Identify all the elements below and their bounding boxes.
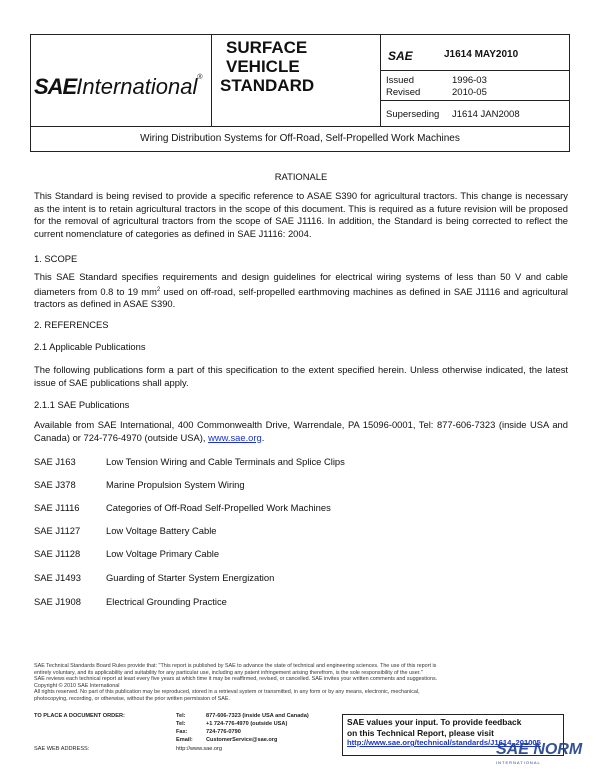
issued-label: Issued: [386, 75, 414, 86]
footer-line: SAE Technical Standards Board Rules provide that: "This report is published by SAE to advance the state of technical and engineering sciences. The use of this report is: [34, 663, 437, 669]
superseding-value: J1614 JAN2008: [452, 109, 520, 120]
publication-title: Marine Propulsion System Wiring: [106, 479, 245, 490]
header-rule-2: [380, 100, 570, 101]
availability-text: [34, 419, 568, 444]
publication-code: SAE J1116: [34, 502, 80, 513]
document-type: [220, 38, 314, 95]
feedback-link[interactable]: http://www.sae.org/technical/standards/J1614_201005: [347, 738, 541, 747]
footer-line: entirely voluntary, and its applicability and suitability for any particular use, including any patent infringement arising therefrom, is the sole responsibility of the user.": [34, 669, 423, 676]
applicable-publications-heading: 2.1 Applicable Publications: [34, 341, 146, 352]
publication-code: SAE J163: [34, 456, 76, 467]
logo-international-text: International: [76, 74, 198, 99]
header-divider-left: [211, 34, 212, 126]
publication-code: SAE J1128: [34, 548, 81, 559]
publication-title: Low Tension Wiring and Cable Terminals and Splice Clips: [106, 456, 345, 467]
references-heading: 2. REFERENCES: [34, 319, 109, 330]
footer-line: photocopying, recording, or otherwise, without the prior written permission of SAE.: [34, 695, 230, 702]
sae-website-link[interactable]: www.sae.org: [208, 431, 262, 443]
rationale-text: This Standard is being revised to provide a specific reference to ASAE S390 for agricultural tractors. This change is necessary as the intent is to retain agricultural tractors in the scope of this document. This is required as a future revision will be proposed for the removal of agricultural tractors from the scope of SAE J1116. In addition, the Standard is being corrected to reflect the current nomenclature of categories as defined in SAE J1116: 2004.: [34, 190, 568, 239]
watermark-subtext: INTERNATIONAL: [496, 760, 541, 765]
email-label: Email:: [176, 737, 193, 743]
fax-value: 724-776-0790: [206, 729, 241, 735]
order-label: TO PLACE A DOCUMENT ORDER:: [34, 713, 125, 719]
web-label: SAE WEB ADDRESS:: [34, 746, 90, 752]
feedback-line2: on this Technical Report, please visit: [347, 727, 494, 738]
publication-code: SAE J1493: [34, 572, 81, 583]
superseding-label: Superseding: [386, 109, 440, 120]
trademark-mark: ®: [197, 74, 203, 81]
sae-publications-heading: 2.1.1 SAE Publications: [34, 399, 130, 410]
revised-label: Revised: [386, 87, 421, 98]
footer-line: Copyright © 2010 SAE International: [34, 682, 120, 689]
scope-text-part2: used on off-road, self-propelled earthmoving machines as defined in SAE J1116 and agricultural tractors as defined in ASAE S390.: [34, 285, 568, 310]
rationale-heading: RATIONALE: [274, 171, 328, 182]
email-value[interactable]: CustomerService@sae.org: [206, 737, 278, 743]
publication-title: Low Voltage Battery Cable: [106, 525, 217, 536]
sae-mark: SAE: [388, 49, 413, 63]
publication-title: Categories of Off-Road Self-Propelled Work Machines: [106, 502, 331, 513]
publication-code: SAE J1127: [34, 525, 81, 536]
footer-line: All rights reserved. No part of this publication may be reproduced, stored in a retrieval system or transmitted, in any form or by any means, electronic, mechanical,: [34, 689, 420, 696]
logo-sae-text: SAE: [34, 74, 77, 99]
doc-type-line1: SURFACE: [226, 38, 308, 57]
revised-value: 2010-05: [452, 87, 487, 98]
scope-text: [34, 271, 568, 311]
doc-type-line2: VEHICLE: [226, 57, 300, 76]
issued-value: 1996-03: [452, 75, 487, 86]
footer-legal: [34, 663, 574, 703]
publication-title: Electrical Grounding Practice: [106, 596, 227, 607]
tel2-label: Tel:: [176, 721, 186, 727]
header-divider-right: [380, 34, 381, 126]
tel-value: 877-606-7323 (inside USA and Canada): [206, 713, 309, 719]
publication-code: SAE J378: [34, 479, 76, 490]
footer-line: SAE reviews each technical report at least every five years at which time it may be reaffirmed, revised, or cancelled. SAE invites your written comments and suggestions.: [34, 676, 438, 683]
sae-international-logo: [34, 74, 203, 100]
availability-text-end: .: [261, 431, 265, 443]
availability-text-main: Available from SAE International, 400 Commonwealth Drive, Warrendale, PA 15096-0001, Tel: 877-606-7323 (inside USA and Canada) or 724-776-4970 (outside USA),: [34, 419, 568, 443]
tel2-value: +1 724-776-4970 (outside USA): [206, 721, 288, 727]
web-value[interactable]: http://www.sae.org: [176, 746, 223, 752]
publication-code: SAE J1908: [34, 596, 81, 607]
header-rule-1: [380, 70, 570, 71]
document-title: Wiring Distribution Systems for Off-Road, Self-Propelled Work Machines: [140, 133, 460, 144]
publication-title: Low Voltage Primary Cable: [106, 548, 220, 559]
sae-norm-watermark: SAE NORM: [496, 741, 583, 758]
scope-heading: 1. SCOPE: [34, 253, 78, 264]
references-text: The following publications form a part of this specification to the extent specified herein. Unless otherwise indicated, the latest issue of SAE publications shall apply.: [34, 364, 568, 388]
scope-superscript: 2: [156, 286, 161, 293]
doc-type-line3: STANDARD: [220, 76, 315, 95]
tel-label: Tel:: [176, 713, 186, 719]
document-number: J1614 MAY2010: [444, 49, 519, 60]
scope-text-part1: This SAE Standard specifies requirements and design guidelines for electrical wiring systems of less than 50 V and cable diameters from 0.8 to 19 mm: [34, 271, 568, 297]
fax-label: Fax:: [176, 729, 188, 735]
feedback-line1: SAE values your input. To provide feedback: [347, 717, 522, 727]
publication-title: Guarding of Starter System Energization: [106, 572, 275, 583]
header-rule-3: [30, 126, 570, 127]
